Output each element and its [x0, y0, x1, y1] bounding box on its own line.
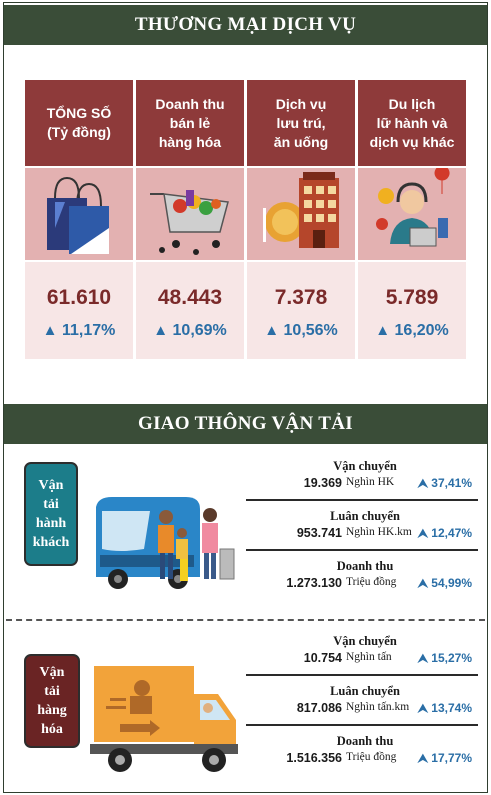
goods-metric-rotation	[252, 684, 478, 719]
travel-agent-icon	[358, 168, 466, 260]
shopping-cart-icon	[136, 168, 244, 260]
metric-title: Vận chuyển	[333, 634, 397, 648]
passenger-metric-rotation	[252, 509, 478, 544]
up-arrow-icon: ⮝	[417, 651, 432, 665]
column-values	[25, 262, 133, 359]
metric-title: Doanh thu	[336, 734, 394, 748]
up-arrow-icon: ⮝	[417, 701, 432, 715]
column-values	[358, 262, 466, 359]
passenger-metric-carried	[252, 459, 478, 494]
metric-row	[252, 576, 478, 594]
metric-row	[252, 701, 478, 719]
column-image	[136, 168, 244, 260]
passenger-metric-revenue	[252, 559, 478, 594]
metric-unit: Nghìn HK.km	[346, 526, 412, 538]
metric-growth: ⮝ 37,41%	[417, 476, 472, 490]
passenger-transport-label: Vận tải hành khách	[24, 462, 78, 566]
value-number: 48.443	[157, 286, 223, 309]
metric-title: Vận chuyển	[333, 459, 397, 473]
column-image	[358, 168, 466, 260]
metric-row	[252, 526, 478, 544]
metric-title: Luân chuyển	[330, 684, 400, 698]
growth-rate: ▲ 10,56%	[264, 322, 338, 339]
up-triangle-icon: ▲	[375, 322, 391, 339]
metric-row	[252, 751, 478, 769]
goods-metric-carried	[252, 634, 478, 669]
metric-row	[252, 476, 478, 494]
trade-column-accommodation	[247, 80, 355, 359]
column-image	[25, 168, 133, 260]
metric-unit: Nghìn HK	[346, 476, 395, 488]
metric-value: 19.369	[303, 476, 342, 490]
goods-transport-label: Vận tải hàng hóa	[24, 654, 80, 748]
up-arrow-icon: ⮝	[417, 576, 432, 590]
column-image	[247, 168, 355, 260]
delivery-truck-icon	[90, 658, 246, 782]
transport-section-title: GIAO THÔNG VẬN TẢI	[4, 404, 487, 444]
metric-value: 953.741	[296, 526, 342, 540]
column-header: Dịch vụ lưu trú, ăn uống	[247, 80, 355, 166]
column-values	[247, 262, 355, 359]
up-triangle-icon: ▲	[264, 322, 280, 339]
value-number: 7.378	[274, 286, 328, 309]
column-header: Du lịch lữ hành và dịch vụ khác	[358, 80, 466, 166]
up-arrow-icon: ⮝	[417, 751, 432, 765]
column-values	[136, 262, 244, 359]
trade-column-travel	[358, 80, 466, 359]
metric-title: Luân chuyển	[330, 509, 400, 523]
bus-travelers-icon	[90, 489, 240, 595]
shopping-bags-icon	[25, 168, 133, 260]
value-number: 5.789	[385, 286, 439, 309]
trade-table	[25, 80, 467, 359]
metric-unit: Nghìn tấn.km	[346, 701, 410, 713]
divider	[246, 549, 478, 551]
metric-row	[252, 651, 478, 669]
divider	[246, 674, 478, 676]
up-triangle-icon: ▲	[153, 322, 169, 339]
metric-unit: Triệu đồng	[346, 576, 397, 588]
divider	[246, 724, 478, 726]
growth-rate: ▲ 11,17%	[42, 322, 116, 339]
metric-value: 1.516.356	[286, 751, 342, 765]
goods-transport-section	[4, 622, 487, 790]
metric-growth: ⮝ 13,74%	[417, 701, 472, 715]
trade-column-total	[25, 80, 133, 359]
metric-growth: ⮝ 12,47%	[417, 526, 472, 540]
passenger-transport-section	[4, 445, 487, 619]
metric-growth: ⮝ 15,27%	[417, 651, 472, 665]
trade-section-title: THƯƠNG MẠI DỊCH VỤ	[4, 5, 487, 45]
growth-rate: ▲ 16,20%	[375, 322, 449, 339]
value-number: 61.610	[46, 286, 112, 309]
up-triangle-icon: ▲	[42, 322, 58, 339]
goods-metric-revenue	[252, 734, 478, 769]
up-arrow-icon: ⮝	[417, 526, 432, 540]
metric-growth: ⮝ 17,77%	[417, 751, 472, 765]
divider	[246, 499, 478, 501]
metric-title: Doanh thu	[336, 559, 394, 573]
hotel-dining-icon	[247, 168, 355, 260]
metric-value: 1.273.130	[286, 576, 342, 590]
column-header: TỔNG SỐ (Tỷ đồng)	[25, 80, 133, 166]
column-header: Doanh thu bán lẻ hàng hóa	[136, 80, 244, 166]
metric-value: 817.086	[296, 701, 342, 715]
metric-unit: Triệu đồng	[346, 751, 397, 763]
up-arrow-icon: ⮝	[417, 476, 432, 490]
metric-growth: ⮝ 54,99%	[417, 576, 472, 590]
trade-column-retail	[136, 80, 244, 359]
section-divider	[6, 619, 485, 621]
metric-unit: Nghìn tấn	[346, 651, 392, 663]
metric-value: 10.754	[303, 651, 342, 665]
growth-rate: ▲ 10,69%	[153, 322, 227, 339]
